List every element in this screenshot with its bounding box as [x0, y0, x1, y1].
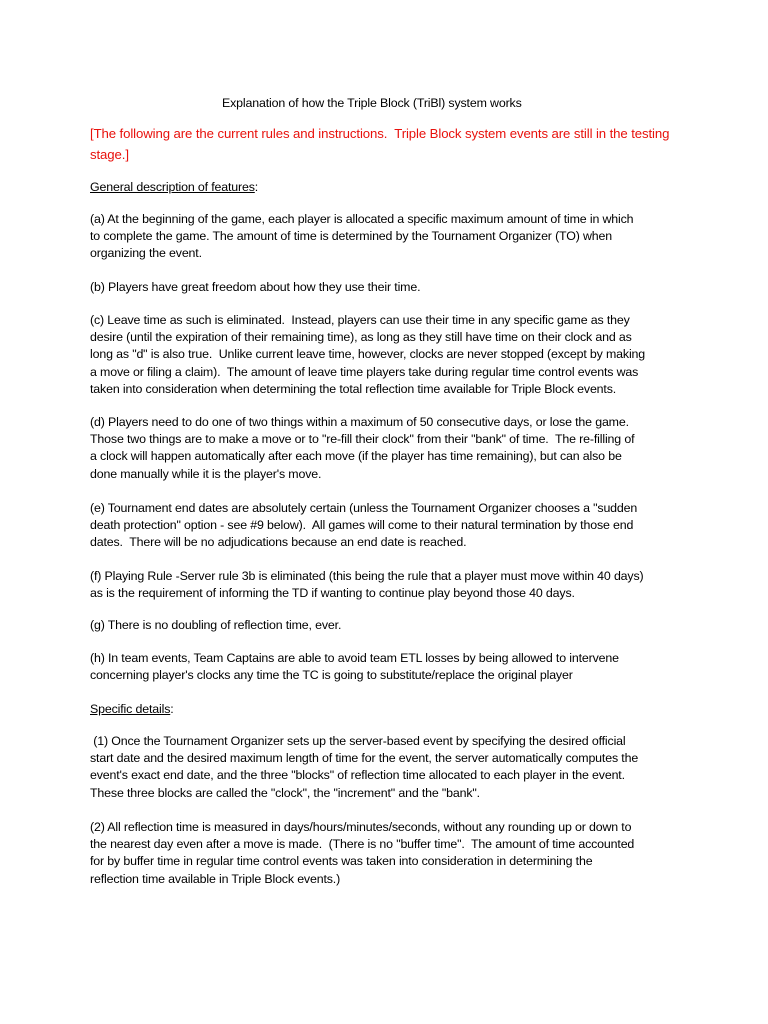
paragraph-e: (e) Tournament end dates are absolutely certain (unless the Tournament Organizer chooses a "sudden death protection" option - see #9 below). All games will come to their natural termination by those end dates. There will be no adjudications because an end date is reached.: [90, 501, 638, 550]
general-heading: [90, 179, 690, 196]
paragraph-c: (c) Leave time as such is eliminated. Instead, players can use their time in any specific game as they desire (until the expiration of their remaining time), as long as they still have time on their clock and as long as "d" is also true. Unlike current leave time, however, clocks are never stopped (except by making a move or filing a claim). The amount of leave time players take during regular time control events was taken into consideration when determining the total reflection time available for Triple Block events.: [90, 313, 646, 396]
specific-heading-colon: :: [170, 702, 174, 716]
detail-1: (1) Once the Tournament Organizer sets up the server-based event by specifying the desired official start date and the desired maximum length of time for the event, the server automatically computes the event's exact end date, and the three "blocks" of reflection time allocated to each player in the event. These three blocks are called the "clock", the "increment" and the "bank".: [90, 734, 639, 800]
paragraph-f: (f) Playing Rule -Server rule 3b is eliminated (this being the rule that a player must move within 40 days) as is the requirement of informing the TD if wanting to continue play beyond those 40 days.: [90, 569, 644, 601]
specific-heading-text: Specific details: [90, 702, 171, 716]
detail-2: (2) All reflection time is measured in days/hours/minutes/seconds, without any rounding up or down to the nearest day even after a move is made. (There is no "buffer time". The amount of time accounted for by buffer time in regular time control events was taken into consideration in determining the reflection time available in Triple Block events.): [90, 820, 635, 886]
paragraph-a: (a) At the beginning of the game, each player is allocated a specific maximum amount of time in which to complete the game. The amount of time is determined by the Tournament Organizer (TO) when organizing the event.: [90, 212, 634, 261]
paragraph-d: (d) Players need to do one of two things within a maximum of 50 consecutive days, or lose the game. Those two things are to make a move or to "re-fill their clock" from their "bank" of time. The re-filling of a clock will happen automatically after each move (if the player has time remaining), but can also be done manually while it is the player's move.: [90, 415, 635, 481]
paragraph-h: (h) In team events, Team Captains are able to avoid team ETL losses by being allowed to intervene concerning player's clocks any time the TC is going to substitute/replace the original player: [90, 651, 619, 683]
specific-heading: [90, 701, 690, 718]
general-heading-text: General description of features: [90, 180, 255, 194]
general-heading-colon: :: [254, 180, 259, 194]
document-title: Explanation of how the Triple Block (TriBl) system works: [222, 96, 522, 110]
paragraph-b: (b) Players have great freedom about how they use their time.: [90, 280, 421, 294]
paragraph-g: (g) There is no doubling of reflection time, ever.: [90, 618, 342, 632]
testing-note: [The following are the current rules and instructions. Triple Block system events are still in the testing stage.]: [90, 126, 670, 162]
